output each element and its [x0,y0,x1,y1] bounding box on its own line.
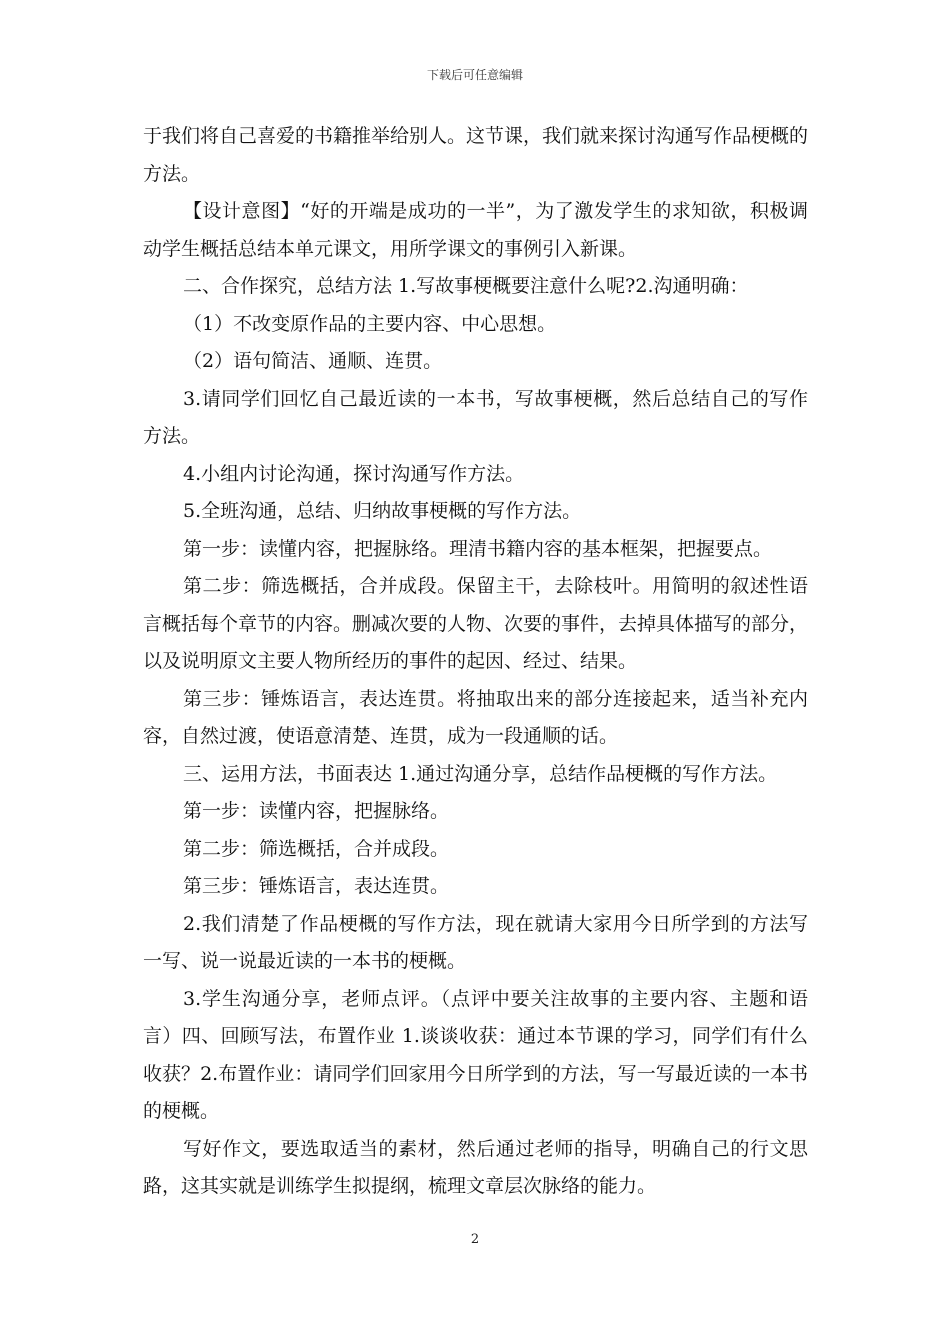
paragraph: 3.请同学们回忆自己最近读的一本书，写故事梗概，然后总结自己的写作方法。 [143,387,808,447]
paragraph: 第一步：读懂内容，把握脉络。理清书籍内容的基本框架，把握要点。 [183,537,773,560]
paragraph: 4.小组内讨论沟通，探讨沟通写作方法。 [183,462,525,485]
document-body [143,118,808,1206]
page-number: 2 [470,1232,480,1247]
paragraph: 第一步：读懂内容，把握脉络。 [183,800,450,822]
paragraph: 第二步：筛选概括，合并成段。保留主干，去除枝叶。用简明的叙述性语言概括每个章节的内容。删减次要的人物、次要的事件，去掉具体描写的部分，以及说明原文主要人物所经历的事件的起因、经过、结果。 [143,575,809,672]
paragraph: 第三步：锤炼语言，表达连贯。将抽取出来的部分连接起来，适当补充内容，自然过渡，使语意清楚、连贯，成为一段通顺的话。 [143,687,808,747]
paragraph: 【设计意图】“好的开端是成功的一半”，为了激发学生的求知欲，积极调动学生概括总结本单元课文，用所学课文的事例引入新课。 [143,200,808,260]
paragraph: 5.全班沟通，总结、归纳故事梗概的写作方法。 [183,500,582,522]
paragraph: 二、合作探究，总结方法 1.写故事梗概要注意什么呢?2.沟通明确： [183,275,749,297]
paragraph: 于我们将自己喜爱的书籍推举给别人。这节课，我们就来探讨沟通写作品梗概的方法。 [143,125,809,185]
paragraph: 3.学生沟通分享，老师点评。（点评中要关注故事的主要内容、主题和语言）四、回顾写法，布置作业 1.谈谈收获：通过本节课的学习，同学们有什么收获？2.布置作业：请同学们回家用今日所学到的方法，写一写最近读的一本书的梗概。 [143,987,808,1122]
paragraph: 第三步：锤炼语言，表达连贯。 [183,875,450,897]
paragraph: 写好作文，要选取适当的素材，然后通过老师的指导，明确自己的行文思路，这其实就是训练学生拟提纲，梳理文章层次脉络的能力。 [143,1137,808,1197]
paragraph: 第二步：筛选概括，合并成段。 [183,837,450,860]
page-header: 下载后可任意编辑 [426,68,523,82]
paragraph: 2.我们清楚了作品梗概的写作方法，现在就请大家用今日所学到的方法写一写、说一说最近读的一本书的梗概。 [143,912,808,972]
paragraph: （1）不改变原作品的主要内容、中心思想。 [183,312,557,335]
paragraph: 三、运用方法，书面表达 1.通过沟通分享，总结作品梗概的写作方法。 [183,762,778,785]
paragraph: （2）语句简洁、通顺、连贯。 [183,350,443,372]
